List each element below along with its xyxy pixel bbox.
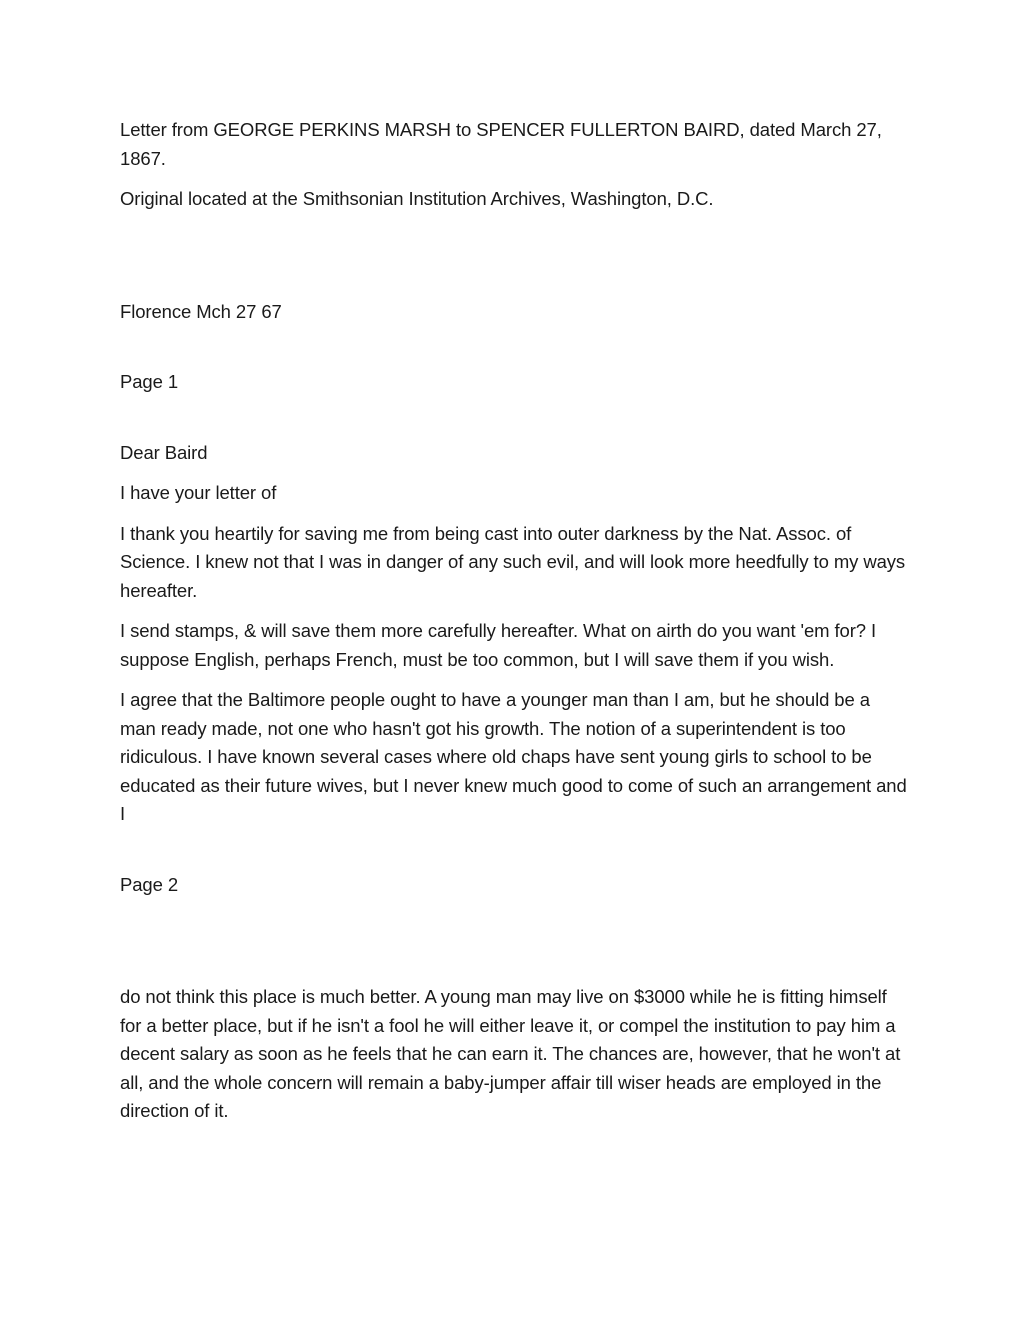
salutation: Dear Baird (120, 441, 208, 463)
paragraph-5: do not think this place is much better. A young man may live on $3000 while he is fitting himself for a better place, but if he isn't a fool he will either leave it, or compel the institution to pay him a decent salary as soon as he feels that he can earn it. The chances are, however, that he won't at all, and the whole concern will remain a baby-jumper affair till wiser heads are employed in the direction of it. (120, 986, 901, 1121)
source-note: Original located at the Smithsonian Institution Archives, Washington, D.C. (120, 188, 714, 209)
document-title: Letter from GEORGE PERKINS MARSH to SPENCER FULLERTON BAIRD, dated March 27, 1867. (120, 119, 882, 169)
paragraph-4: I agree that the Baltimore people ought to have a younger man than I am, but he should be a man ready made, not one who hasn't got his growth. The notion of a superintendent is too ridiculous. I have known several cases where old chaps have sent young girls to school to be educated as their future wives, but I never knew much good to come of such an arrangement and I (120, 689, 907, 824)
paragraph-1: I have your letter of (120, 482, 277, 503)
page-1-label: Page 1 (120, 371, 179, 392)
paragraph-2: I thank you heartily for saving me from being cast into outer darkness by the Nat. Assoc. of Science. I knew not that I was in danger of any such evil, and will look more heedfully to my ways hereafter. (120, 522, 906, 601)
paragraph-3: I send stamps, & will save them more carefully hereafter. What on airth do you want 'em for? I suppose English, perhaps French, must be too common, but I will save them if you wish. (120, 620, 877, 670)
place-date: Florence Mch 27 67 (120, 300, 282, 322)
page-2-label: Page 2 (120, 873, 179, 895)
document-page (120, 116, 910, 1138)
